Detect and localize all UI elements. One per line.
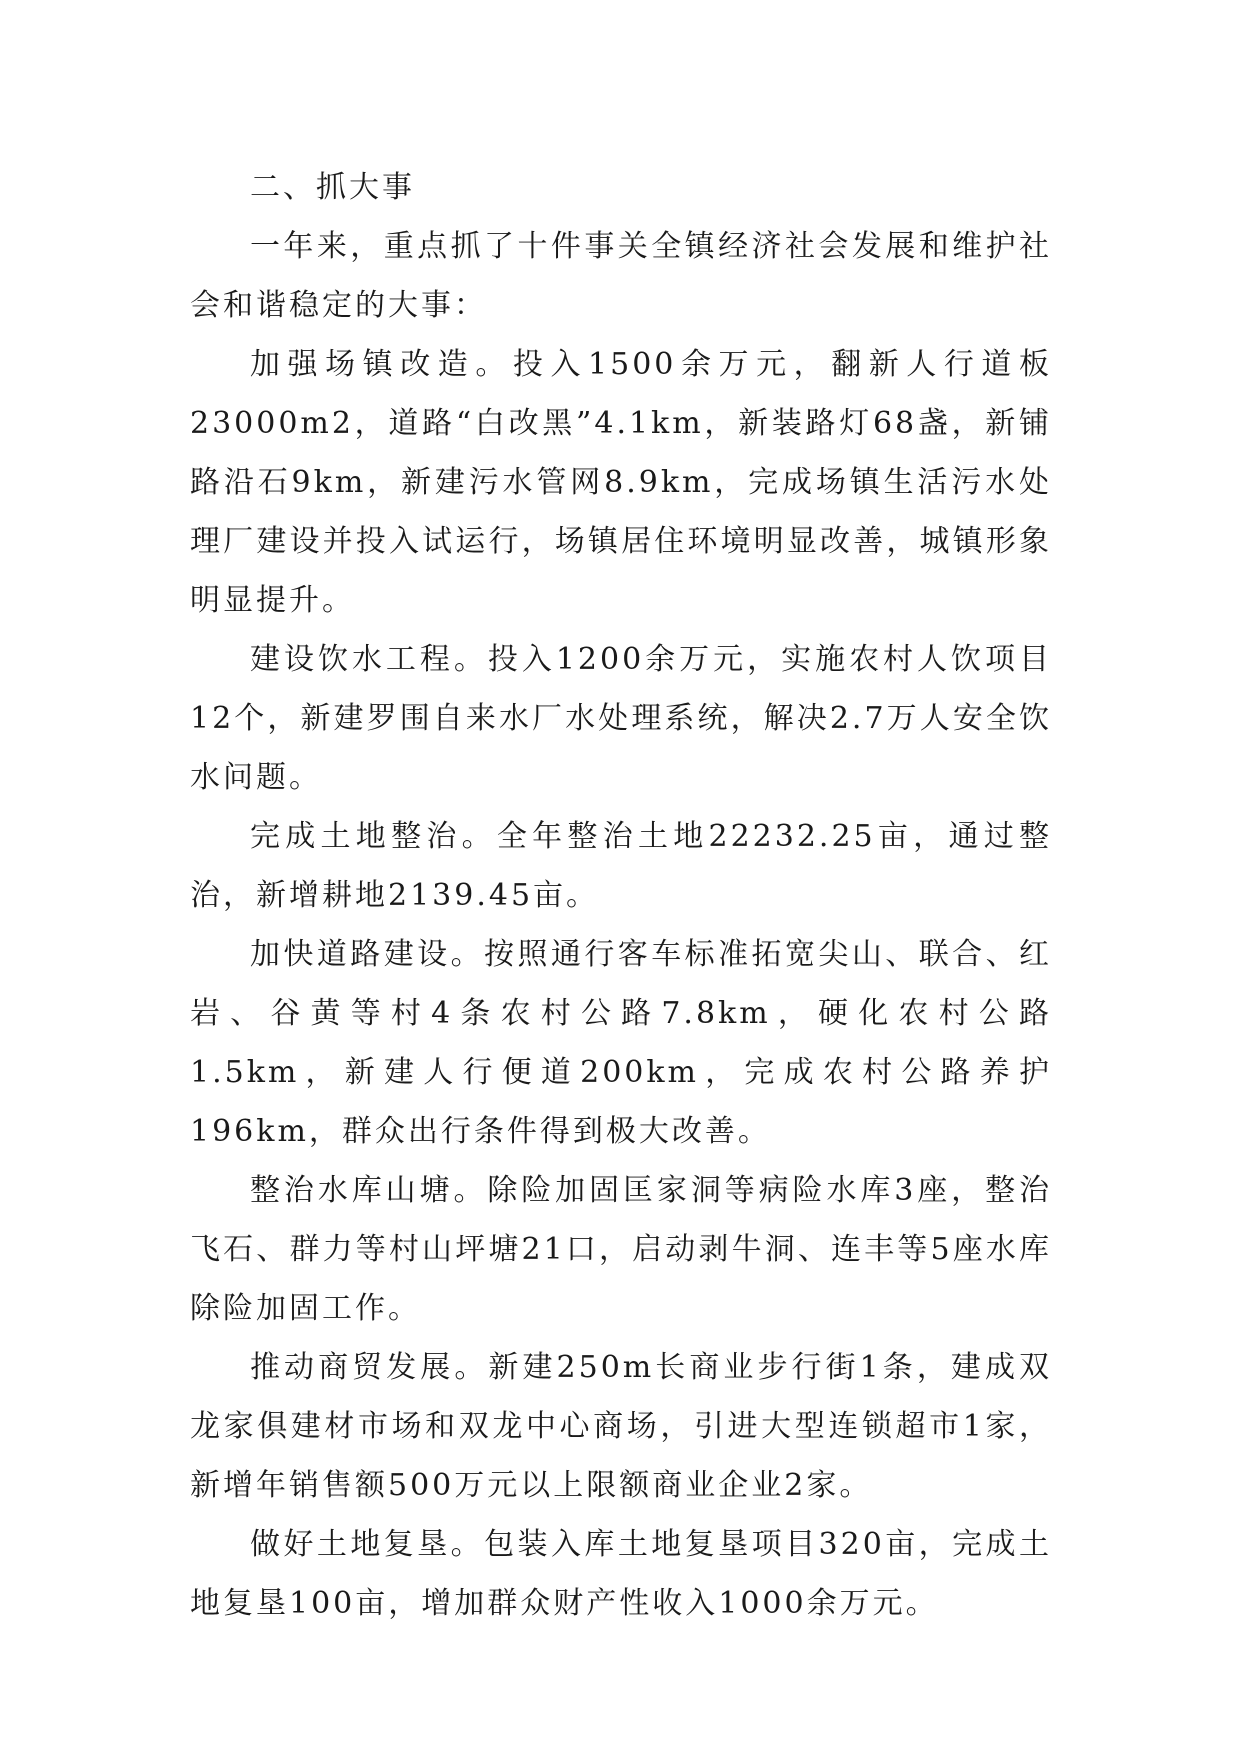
document-body <box>190 158 1052 1633</box>
paragraph-intro: 一年来，重点抓了十件事关全镇经济社会发展和维护社会和谐稳定的大事： <box>190 229 1052 323</box>
paragraph-reservoir-renovation: 整治水库山塘。除险加固匡家洞等病险水库3座，整治飞石、群力等村山坪塘21口，启动剥牛洞、连丰等5座水库除险加固工作。 <box>190 1173 1052 1326</box>
paragraph-water-project: 建设饮水工程。投入1200余万元，实施农村人饮项目12个，新建罗围自来水厂水处理系统，解决2.7万人安全饮水问题。 <box>190 642 1052 795</box>
paragraph-road-construction: 加快道路建设。按照通行客车标准拓宽尖山、联合、红岩、谷黄等村4条农村公路7.8km，硬化农村公路1.5km，新建人行便道200km，完成农村公路养护196km，群众出行条件得到极大改善。 <box>190 937 1052 1149</box>
paragraph-town-renovation: 加强场镇改造。投入1500余万元，翻新人行道板23000m2，道路“白改黑”4.1km，新装路灯68盏，新铺路沿石9km，新建污水管网8.9km，完成场镇生活污水处理厂建设并投入试运行，场镇居住环境明显改善，城镇形象明显提升。 <box>190 347 1052 618</box>
paragraph-land-reclamation: 做好土地复垦。包装入库土地复垦项目320亩，完成土地复垦100亩，增加群众财产性收入1000余万元。 <box>190 1527 1052 1621</box>
paragraph-land-consolidation: 完成土地整治。全年整治土地22232.25亩，通过整治，新增耕地2139.45亩。 <box>190 819 1052 913</box>
section-heading: 二、抓大事 <box>250 170 415 205</box>
paragraph-commerce-development: 推动商贸发展。新建250m长商业步行街1条，建成双龙家俱建材市场和双龙中心商场，引进大型连锁超市1家，新增年销售额500万元以上限额商业企业2家。 <box>190 1350 1052 1503</box>
